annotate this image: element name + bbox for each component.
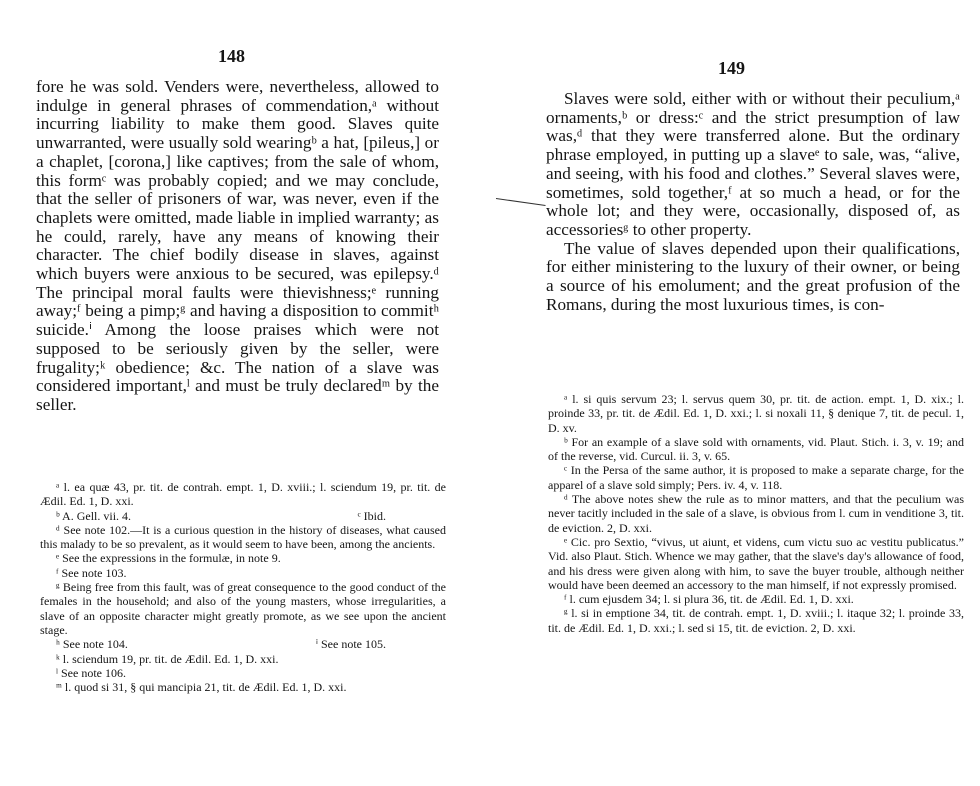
footnotes [548,392,964,635]
paragraph: The value of slaves depended upon their qualifications, for either ministering to the luxury of their owner, or being a source of his emolument; and the great profusion of the Romans, during the most luxurious times, is con- [546,238,960,314]
footnote-b: ᵇ For an example of a slave sold with ornaments, vid. Plaut. Stich. i. 3, v. 19; and of the reverse, vid. Curcul. ii. 3, v. 65. [548,434,964,464]
footnote-d: ᵈ See note 102.—It is a curious question in the history of diseases, what caused this malady to be so prevalent, as it would seem to have been, among the ancients. [40,522,446,552]
footnote-c: ᶜ In the Persa of the same author, it is proposed to make a separate charge, for the apparel of a slave sold simply; Pers. iv. 4, v. 118. [548,463,964,492]
footnote-c: ᶜ Ibid. [357,508,386,523]
footnote-b: ᵇ A. Gell. vii. 4. [56,508,132,523]
footnote-f: ᶠ l. cum ejusdem 34; l. si plura 36, tit. de Ædil. Ed. 1, D. xxi. [564,592,854,607]
page-number: 149 [718,58,745,78]
page-number: 148 [218,46,245,66]
footnotes [40,480,446,694]
footnote-i: ⁱ See note 105. [315,637,386,652]
paragraph: fore he was sold. Venders were, nevertheless, allowed to indulge in general phrases of commendation,ᵃ without incurring liability to make them good. Slaves quite unwarranted, were usually sold wearingᵇ a hat, [pileus,] or a chaplet, [corona,] like captives; from the sale of whom, this formᶜ was probably copied; and we may conclude, that the seller of prisoners of war, was never, even if the chaplets were omitted, made liable in implied warranty; as he could, rarely, have any means of knowing their character. The chief bodily disease in slaves, against which buyers were anxious to be secured, was epilepsy.ᵈ The principal moral faults were thievishness;ᵉ running away;ᶠ being a pimp;ᵍ and having a disposition to commitʰ suicide.ⁱ Among the loose praises which were not supposed to be seriously given by the seller, were frugality;ᵏ obedience; &c. The nation of a slave was considered important,ˡ and must be truly declaredᵐ by the seller. [36,77,439,414]
footnote-h: ʰ See note 104. [56,637,128,652]
footnote-row [40,509,446,523]
main-text [546,90,960,314]
footnote-e: ᵉ See the expressions in the formulæ, in note 9. [56,551,281,566]
footnote-m: ᵐ l. quod si 31, § qui mancipia 21, tit. de Ædil. Ed. 1, D. xxi. [56,680,347,695]
paragraph: Slaves were sold, either with or without their peculium,ᵃ ornaments,ᵇ or dress:ᶜ and the strict presumption of law was,ᵈ that they were transferred alone. But the ordinary phrase employed, in putting up a slaveᵉ to sale, was, “alive, and seeing, with his food and clothes.” Several slaves were, sometimes, sold together,ᶠ at so much a head, or for the whole lot; and they were, occasionally, disposed of, as accessoriesᵍ to other property. [546,89,960,239]
footnote-d: ᵈ The above notes shew the rule as to minor matters, and that the peculium was never tacitly included in the sale of a slave, is obvious from l. cum in venditione 3, tit. de eviction. 2, D. xxi. [548,492,964,535]
right-page [490,0,980,786]
footnote-k: ᵏ l. sciendum 19, pr. tit. de Ædil. Ed. 1, D. xxi. [56,651,279,666]
footnote-g: ᵍ Being free from this fault, was of great consequence to the good conduct of the females in the household; and also of the young masters, whose irregularities, a slave of an opposite character might greatly promote, as we see upon the ancient stage. [40,580,446,637]
footnote-l: ˡ See note 106. [56,665,126,680]
main-text [36,78,439,415]
footnote-f: ᶠ See note 103. [56,565,127,580]
footnote-row [40,637,446,651]
footnote-g: ᵍ l. si in emptione 34, tit. de contrah. empt. 1, D. xviii.; l. itaque 32; l. proinde 33, tit. de Ædil. Ed. 1, D. xxi.; l. sed si 15, tit. de eviction. 2, D. xxi. [548,606,964,635]
footnote-e: ᵉ Cic. pro Sextio, “vivus, ut aiunt, et videns, cum victu suo ac vestitu publicatus.” Vid. also Plaut. Stich. Whence we may gather, that the slave's day's allowance of food, and his dress were given along with him, to save the buyer trouble, although neither would have been deemed an accessory to the man himself, if not expressly promised. [548,534,964,592]
footnote-a: ᵃ l. si quis servum 23; l. servus quem 30, pr. tit. de action. empt. 1, D. xix.; l. proinde 33, pr. tit. de Ædil. Ed. 1, D. xxi.; l. si noxali 11, § denique 7, tit. de pecul. 1, D. xv. [548,392,964,435]
footnote-a: ᵃ l. ea quæ 43, pr. tit. de contrah. empt. 1, D. xviii.; l. sciendum 19, pr. tit. de Ædil. Ed. 1, D. xxi. [40,480,446,509]
